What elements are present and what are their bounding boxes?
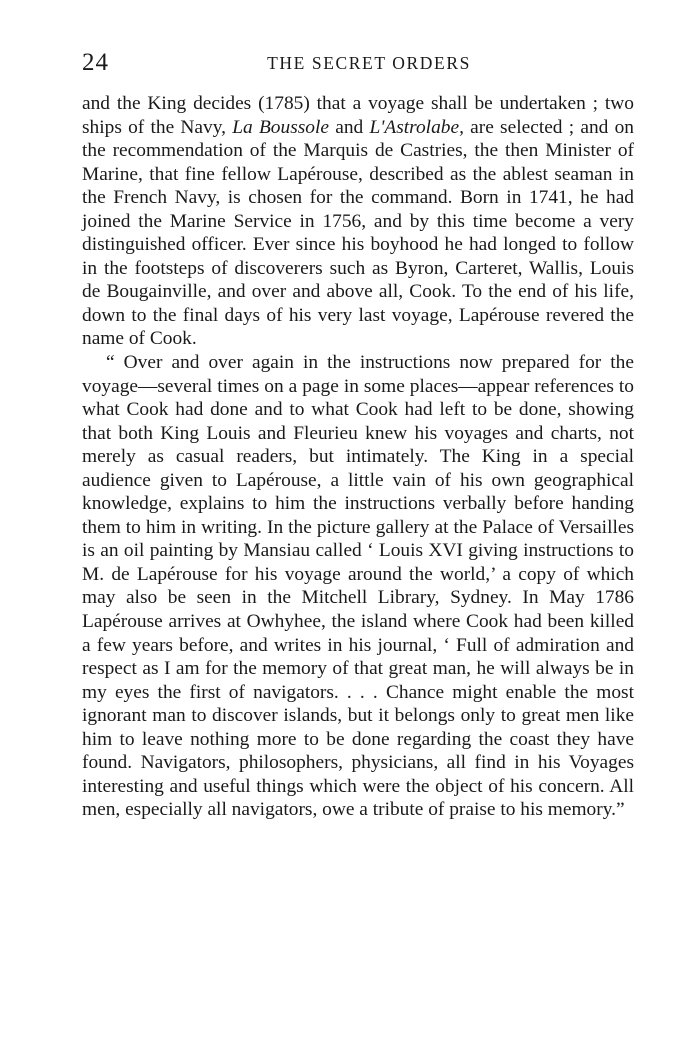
ship-name-l-astrolabe: L'Astrolabe, (369, 116, 464, 138)
paragraph-1-text-b: and (328, 116, 370, 138)
body-text (82, 92, 634, 822)
paragraph-1 (82, 92, 634, 351)
page-number: 24 (82, 49, 109, 76)
paragraph-1-text-a: and the King decides (1785) that a voyage shall be undertaken ; two ships of the Navy, (82, 93, 634, 138)
paragraph-1-text-c: are selected ; and on the recommendation of the Marquis de Castries, the then Minister of Marine, that fine fellow Lapérouse, described as the ablest seaman in the French Navy, is chosen for the command. Born in 1741, he had joined the Marine Service in 1756, and by this time become a very distinguished officer. Ever since his boyhood he had longed to follow in the footsteps of discoverers such as Byron, Carteret, Wallis, Louis de Bougainville, and over and above all, Cook. To the end of his life, down to the final days of his very last voyage, Lapérouse revered the name of Cook. (82, 116, 634, 350)
running-head (82, 48, 634, 82)
ship-name-la-boussole: La Boussole (232, 116, 329, 138)
paragraph-2: “ Over and over again in the instructions now prepared for the voyage—several times on a page in some places—appear references to what Cook had done and to what Cook had left to be done, showing that both King Louis and Fleurieu knew his voyages and charts, not merely as casual readers, but intimately. The King in a special audience given to Lapérouse, a little vain of his own geographical knowledge, explains to him the instructions verbally before handing them to him in writing. In the picture gallery at the Palace of Versailles is an oil painting by Mansiau called ‘ Louis XVI giving instructions to M. de Lapérouse for his voyage around the world,’ a copy of which may also be seen in the Mitchell Library, Sydney. In May 1786 Lapérouse arrives at Owhyhee, the island where Cook had been killed a few years before, and writes in his journal, ‘ Full of admiration and respect as I am for the memory of that great man, he will always be in my eyes the first of navigators. . . . Chance might enable the most ignorant man to discover islands, but it belongs only to great men like him to leave nothing more to be done regarding the coast they have found. Navigators, philosophers, physicians, all find in his Voyages interesting and useful things which were the object of his concern. All men, especially all navigators, owe a tribute of praise to his memory.” (82, 352, 634, 821)
running-title: THE SECRET ORDERS (267, 53, 471, 73)
